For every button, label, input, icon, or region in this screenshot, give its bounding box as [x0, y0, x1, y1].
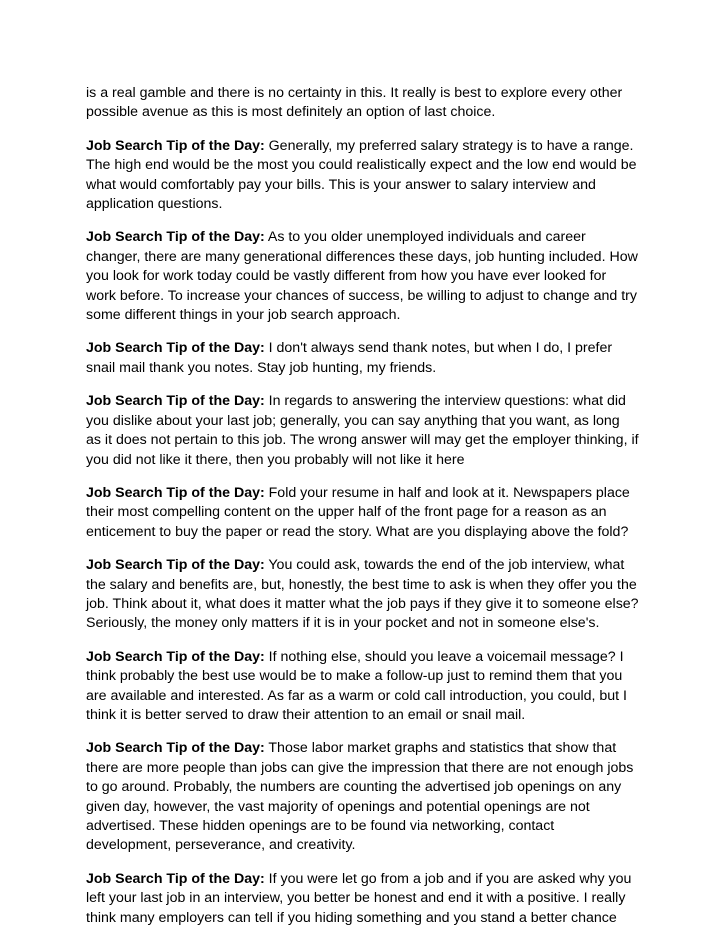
- tip-paragraph: [86, 556, 656, 634]
- tip-paragraph: [86, 339, 656, 378]
- tip-lead-label: Job Search Tip of the Day:: [86, 484, 265, 501]
- tip-lead-label: Job Search Tip of the Day:: [86, 340, 265, 357]
- tip-paragraph: [86, 228, 656, 325]
- paragraph-text: If nothing else, should you leave a voicemail message? I think probably the best use would be to make a follow-up just to remind them that you are available and interested. As far as a warm or cold call introduction, you could, but I think it is better served to draw their attention to an email or snail mail.: [86, 648, 627, 723]
- tip-lead-label: Job Search Tip of the Day:: [86, 137, 265, 154]
- tip-lead-label: Job Search Tip of the Day:: [86, 648, 265, 665]
- tip-lead-label: Job Search Tip of the Day:: [86, 557, 265, 574]
- tip-paragraph: [86, 739, 656, 855]
- tip-paragraph: [86, 392, 656, 470]
- paragraph-text: is a real gamble and there is no certainty in this. It really is best to explore every other possible avenue as this is most definitely an option of last choice.: [86, 85, 623, 121]
- paragraph-text: In regards to answering the interview questions: what did you dislike about your last job; generally, you can say anything that you want, as long as it does not pertain to this job. The wrong answer will may get the employer thinking, if you did not like it there, then you probably will not like it here: [86, 393, 639, 468]
- tip-lead-label: Job Search Tip of the Day:: [86, 740, 265, 757]
- tip-paragraph: [86, 137, 656, 215]
- paragraph-text: Fold your resume in half and look at it. Newspapers place their most compelling content on the upper half of the front page for a reason as an enticement to buy the paper or read the story. What are you displaying above the fold?: [86, 484, 630, 540]
- document-page: [86, 84, 656, 942]
- tip-lead-label: Job Search Tip of the Day:: [86, 393, 265, 410]
- paragraph-continuation: [86, 84, 656, 123]
- paragraph-text: You could ask, towards the end of the job interview, what the salary and benefits are, but, honestly, the best time to ask is when they offer you the job. Think about it, what does it matter what the job pays if they give it to someone else? Seriously, the money only matters if it is in your pocket and not in someone else's.: [86, 557, 639, 632]
- paragraph-text: Generally, my preferred salary strategy is to have a range. The high end would be the most you could realistically expect and the low end would be what would comfortably pay your bills. This is your answer to salary interview and application questions.: [86, 137, 637, 213]
- tip-lead-label: Job Search Tip of the Day:: [86, 229, 265, 246]
- paragraph-text: I don't always send thank notes, but when I do, I prefer snail mail thank you notes. Stay job hunting, my friends.: [86, 340, 613, 376]
- tip-paragraph: [86, 648, 656, 726]
- tip-lead-label: Job Search Tip of the Day:: [86, 870, 265, 887]
- tip-paragraph: [86, 870, 656, 928]
- paragraph-text: As to you older unemployed individuals and career changer, there are many generational differences these days, job hunting included. How you look for work today could be vastly different from how you have ever looked for work before. To increase your chances of success, be willing to adjust to change and try some different things in your job search approach.: [86, 229, 638, 324]
- paragraph-text: Those labor market graphs and statistics that show that there are more people than jobs can give the impression that there are not enough jobs to go around. Probably, the numbers are counting the advertised job openings on any given day, however, the vast majority of openings and potential openings are not advertised. These hidden openings are to be found via networking, contact development, perseverance, and creativity.: [86, 740, 634, 854]
- paragraph-text: If you were let go from a job and if you are asked why you left your last job in an interview, you better be honest and end it with a positive. I really think many employers can tell if you hiding something and you stand a better chance: [86, 870, 632, 926]
- tip-paragraph: [86, 484, 656, 542]
